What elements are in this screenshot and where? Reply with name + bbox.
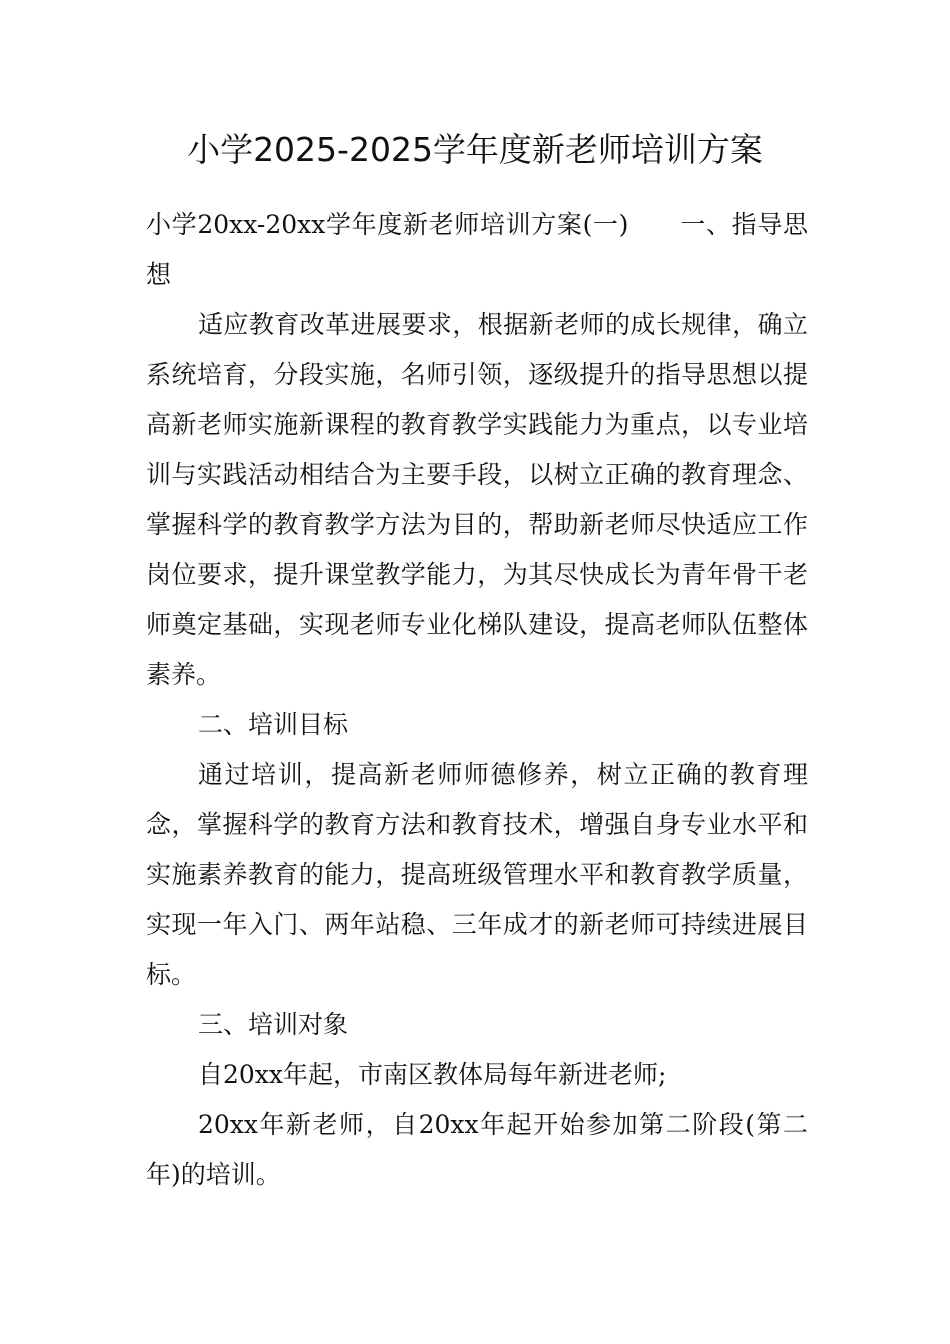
section-heading-training-goals: 二、培训目标 — [198, 710, 349, 739]
training-targets-paragraph-2: 20xx年新老师，自20xx年起开始参加第二阶段(第二年)的培训。 — [146, 1110, 808, 1189]
intro-heading-paragraph: 小学20xx-20xx学年度新老师培训方案(一) 一、指导思想 — [146, 210, 808, 289]
training-goals-paragraph: 通过培训，提高新老师师德修养，树立正确的教育理念，掌握科学的教育方法和教育技术，增强自身专业水平和实施素养教育的能力，提高班级管理水平和教育教学质量，实现一年入门、两年站稳、三年成才的新老师可持续进展目标。 — [146, 760, 808, 989]
document-title: 小学2025-2025学年度新老师培训方案 — [187, 130, 763, 169]
training-targets-paragraph-1: 自20xx年起，市南区教体局每年新进老师; — [198, 1060, 667, 1089]
document-body — [146, 200, 808, 1200]
section-heading-training-targets: 三、培训对象 — [198, 1010, 349, 1039]
guiding-thought-paragraph: 适应教育改革进展要求，根据新老师的成长规律，确立系统培育，分段实施，名师引领，逐级提升的指导思想以提高新老师实施新课程的教育教学实践能力为重点，以专业培训与实践活动相结合为主要手段，以树立正确的教育理念、掌握科学的教育教学方法为目的，帮助新老师尽快适应工作岗位要求，提升课堂教学能力，为其尽快成长为青年骨干老师奠定基础，实现老师专业化梯队建设，提高老师队伍整体素养。 — [146, 310, 808, 689]
